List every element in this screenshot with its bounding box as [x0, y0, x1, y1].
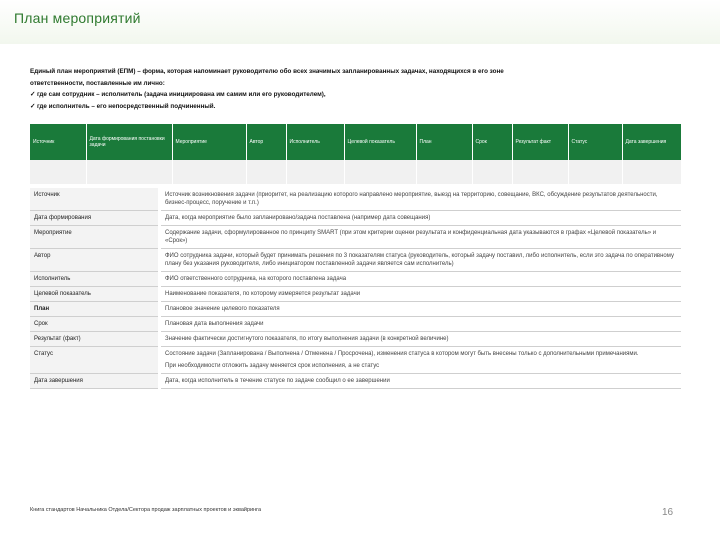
definition-row — [30, 347, 681, 374]
definition-text: Содержание задачи, сформулированное по принципу SMART (при этом критерии оценки результата и конфиденциальная дата указываются в графах «Целевой показатель» и «Срок») — [161, 226, 681, 249]
plan-table-header-row — [30, 124, 681, 160]
definition-term: Источник — [30, 188, 158, 211]
definition-text: Дата, когда исполнитель в течение статусе по задаче сообщил о ее завершении — [161, 374, 681, 389]
column-header: Дата завершения — [622, 124, 681, 160]
definition-text: Наименование показателя, по которому измеряется результат задачи — [161, 287, 681, 302]
definition-row — [30, 226, 681, 249]
intro-line: Единый план мероприятий (ЕПМ) – форма, которая напоминает руководителю обо всех значимых запланированных задачах, находящихся в его зоне — [30, 68, 504, 75]
column-header: Мероприятие — [172, 124, 246, 160]
definition-term: План — [30, 302, 158, 317]
definition-text: ФИО ответственного сотрудника, на которого поставлена задача — [161, 272, 681, 287]
intro-line: ✓ где исполнитель – его непосредственный подчиненный. — [30, 102, 216, 110]
column-header: План — [416, 124, 472, 160]
definition-row — [30, 211, 681, 226]
definitions-table — [30, 188, 681, 389]
definition-text: Источник возникновения задачи (приоритет, на реализацию которого направлено мероприятие, выезд на территорию, совещание, ВКС, обсуждение результатов деятельности, бизнес-процесс, поручение и т.п.) — [161, 188, 681, 211]
definition-text: Дата, когда мероприятие было запланировано/задача поставлена (например дата совещания) — [161, 211, 681, 226]
intro-line: ответственности, поставленные им лично: — [30, 79, 165, 87]
column-header: Источник — [30, 124, 86, 160]
column-header: Статус — [568, 124, 622, 160]
definition-note: При необходимости отложить задачу меняется срок исполнения, а не статус — [165, 363, 380, 369]
table-cell[interactable] — [512, 160, 568, 184]
definition-term: Результат (факт) — [30, 332, 158, 347]
page-number: 16 — [662, 507, 674, 518]
column-header: Результат факт — [512, 124, 568, 160]
definition-term: Дата завершения — [30, 374, 158, 389]
table-cell[interactable] — [568, 160, 622, 184]
definition-term: Исполнитель — [30, 272, 158, 287]
column-header: Дата формирования постановки задачи — [86, 124, 172, 160]
definition-row — [30, 188, 681, 211]
definition-term: Автор — [30, 249, 158, 272]
definition-term: Срок — [30, 317, 158, 332]
table-cell[interactable] — [344, 160, 416, 184]
definition-row — [30, 317, 681, 332]
column-header: Автор — [246, 124, 286, 160]
table-cell[interactable] — [472, 160, 512, 184]
intro-text — [30, 66, 640, 112]
definition-text: Плановая дата выполнения задачи — [161, 317, 681, 332]
column-header: Срок — [472, 124, 512, 160]
column-header: Исполнитель — [286, 124, 344, 160]
column-header: Целевой показатель — [344, 124, 416, 160]
intro-line: ✓ где сам сотрудник – исполнитель (задача инициирована им самим или его руководителем), — [30, 91, 326, 98]
definition-text: Состояние задачи (Запланирована / Выполнена / Отменена / Просрочена), изменения статуса в котором могут быть внесены только с дополнительными примечаниями. — [165, 351, 639, 357]
table-cell[interactable] — [172, 160, 246, 184]
table-row — [30, 160, 681, 184]
definition-row — [30, 332, 681, 347]
definition-row — [30, 249, 681, 272]
definition-term: Мероприятие — [30, 226, 158, 249]
definition-row — [30, 374, 681, 389]
definition-text-group — [161, 347, 681, 374]
definition-term: Дата формирования — [30, 211, 158, 226]
definition-row — [30, 287, 681, 302]
table-cell[interactable] — [30, 160, 86, 184]
table-cell[interactable] — [246, 160, 286, 184]
page-title: План мероприятий — [14, 10, 141, 26]
definition-text: ФИО сотрудника задачи, который будет принимать решения по 3 показателям статуса (руководитель, который задачу поставил, либо исполнитель, если это задача по оперативному плану без указания руководителя, либо инициатором поставленной задачи является сам исполнитель) — [161, 249, 681, 272]
definition-row — [30, 302, 681, 317]
definition-row — [30, 272, 681, 287]
table-cell[interactable] — [416, 160, 472, 184]
definition-term: Статус — [30, 347, 158, 374]
slide-header — [0, 0, 720, 44]
table-cell[interactable] — [622, 160, 681, 184]
footer-text: Книга стандартов Начальника Отдела/Сектора продаж зарплатных проектов и эквайринга — [30, 507, 262, 513]
definition-text: Плановое значение целевого показателя — [161, 302, 681, 317]
definition-term: Целевой показатель — [30, 287, 158, 302]
table-cell[interactable] — [86, 160, 172, 184]
definition-text: Значение фактически достигнутого показателя, по итогу выполнения задачи (в конкретной величине) — [161, 332, 681, 347]
table-cell[interactable] — [286, 160, 344, 184]
plan-table — [30, 124, 681, 184]
